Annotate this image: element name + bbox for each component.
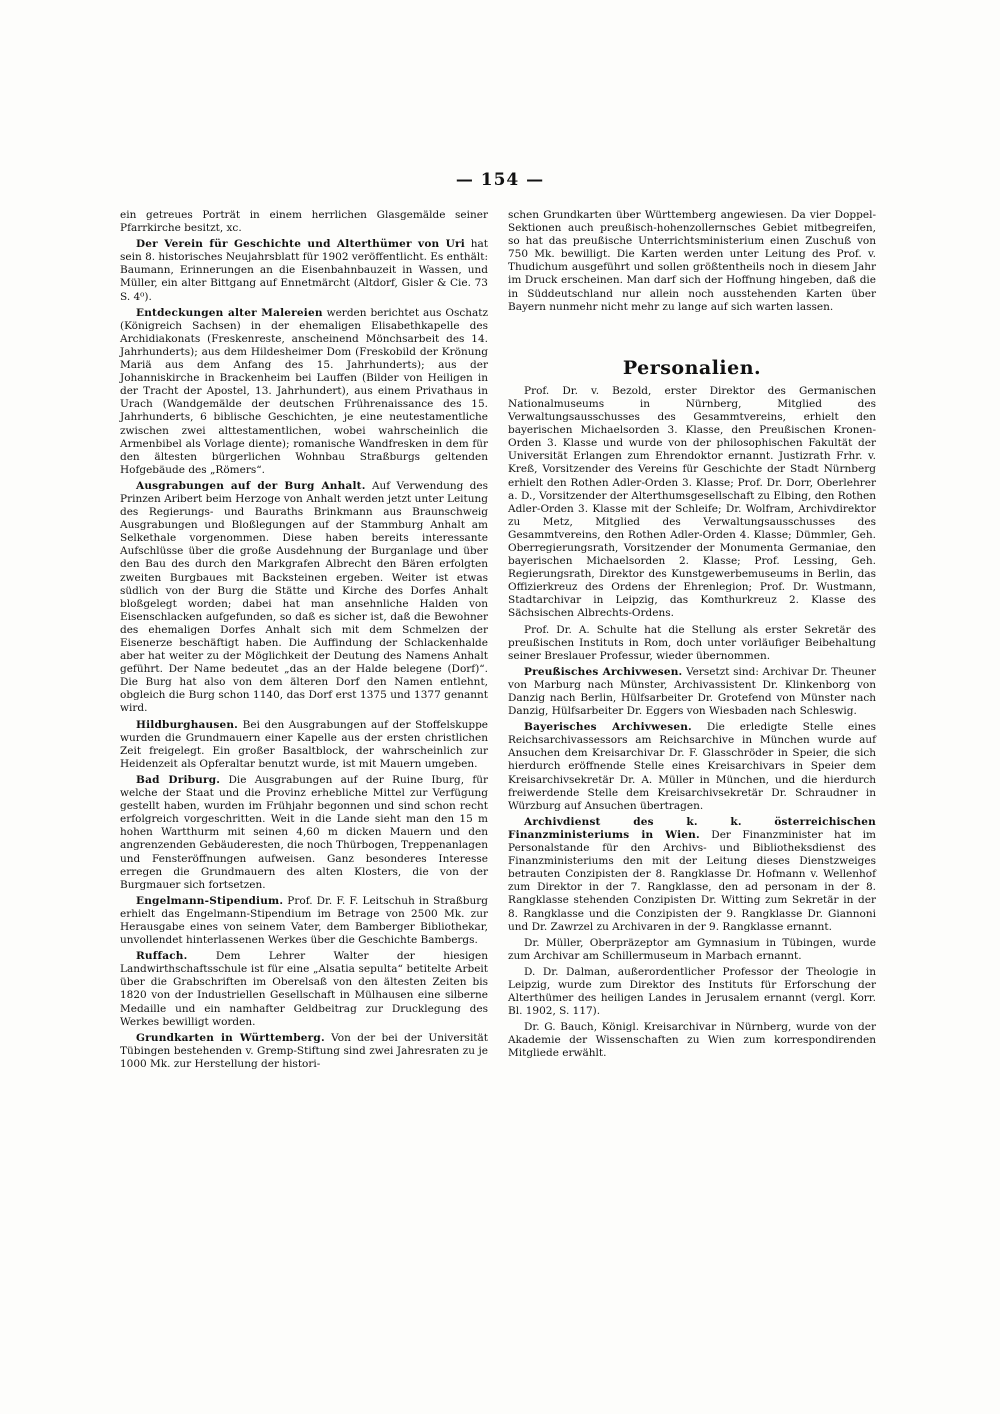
paragraph-text: Versetzt sind: Archivar Dr. Theuner von Marburg nach Münster, Archivassistent Dr. Klinkenborg von Danzig nach Berlin, Hülfsarbeiter Dr. Grotefend von Münster nach Danzig, Hülfsarbeiter Dr. Eggers von Wiesbaden nach Schleswig.	[508, 665, 877, 718]
paragraph-text: Von der bei der Universität Tübingen bestehenden v. Gremp-Stiftung sind zwei Jahresraten zu je 1000 Mk. zur Herstellung der histori-	[120, 1031, 489, 1070]
paragraph-text: Die Ausgrabungen auf der Ruine Iburg, für welche der Staat und die Provinz erhebliche Mittel zur Verfügung gestellt haben, wurden im Frühjahr begonnen und sind schon recht erfolgreich vorgeschritten. Weit in die Lande sieht man den 15 m hohen Wartthurm mit seinen 4,60 m dicken Mauern und den angrenzenden Gebäuderesten, die noch Thürbogen, Treppenanlagen und Fensteröffnungen aufweisen. Ganz besonderes Interesse erregen die Grundmauern des alten Klosters, die von der Burgmauer sich fortsetzen.	[120, 773, 488, 891]
paragraph-text: Dr. Müller, Oberpräzeptor am Gymnasium in Tübingen, wurde zum Archivar am Schillermuseum in Marbach ernannt.	[508, 936, 876, 962]
paragraph-text: Dem Lehrer Walter der hiesigen Landwirthschaftsschule ist für eine „Alsatia sepulta“ betitelte Arbeit über die Grabschriften im Oberelsaß von den ältesten Zeiten bis 1820 von der Industriellen Gesellschaft in Mülhausen eine silberne Medaille und ein namhafter Geldbeitrag zur Drucklegung des Werkes bewilligt worden.	[120, 950, 489, 1028]
paragraph-heading: Bayerisches Archivwesen.	[524, 721, 692, 734]
paragraph	[120, 1032, 488, 1071]
paragraph-heading: Ausgrabungen auf der Burg Anhalt.	[136, 479, 366, 492]
paragraph	[508, 624, 876, 663]
paragraph	[120, 719, 488, 771]
paragraph-text: Die erledigte Stelle eines Reichsarchivassessors am Reichsarchive in München wurde auf Ansuchen dem Kreisarchivar Dr. F. Glasschröder in Speier, die sich hierdurch eröffnende Stelle eines Kreisarchivars in Speier dem Kreisarchivsekretär Dr. A. Müller in München, und die hierdurch freiwerdende Stelle dem Kreisarchivsekretär Dr. Schraudner in Würzburg auf Ansuchen übertragen.	[508, 721, 876, 812]
paragraph-heading: Archivdienst des k. k. österreichischen Finanzministeriums in Wien.	[508, 815, 876, 841]
paragraph	[120, 950, 488, 1029]
paragraph-heading: Ruffach.	[136, 950, 188, 963]
paragraph	[120, 307, 488, 477]
page-number: — 154 —	[455, 170, 545, 190]
right-column	[508, 209, 876, 1064]
paragraph-text: Prof. Dr. F. F. Leitschuh in Straßburg erhielt das Engelmann-Stipendium im Betrage von 2500 Mk. zur Herausgabe eines von seinem Vater, dem Bamberger Bibliothekar, unvollendet hinterlassenen Werkes über die Geschichte Bambergs.	[120, 894, 489, 947]
paragraph-text: Der Finanzminister hat im Personalstande für den Archivs- und Bibliotheksdienst des Finanzministeriums den mit der Leitung dieses Dienstzweiges betrauten Conzipisten der 8. Rangklasse Dr. Hofmann v. Wellenhof zum Direktor in der 7. Rangklasse, den ad personam in der 8. Rangklasse stehenden Conzipisten Dr. Witting zum Sekretär in der 8. Rangklasse und die Conzipisten der 9. Rangklasse Dr. Giannoni und Dr. Zawrzel zu Archivaren in der 9. Rangklasse ernannt.	[508, 828, 876, 933]
paragraph-text: werden berichtet aus Oschatz (Königreich Sachsen) in der ehemaligen Elisabethkapelle des Archidiakonats (Freskenreste, anscheinend Mönchsarbeit des 14. Jahrhunderts); aus dem Hildesheimer Dom (Freskobild der Krönung Mariä aus dem Anfang des 15. Jahrhunderts); aus der Johanniskirche in Brackenheim bei Lauffen (Bilder von Heiligen in der Tracht der Apostel, 13. Jahrhundert), aus einem Privathaus in Urach (Wandgemälde der deutschen Frührenaissance des 15. Jahrhunderts, 6 biblische Geschichten, je eine neutestamentliche zwischen zwei alttestamentlichen, wobei wahrscheinlich die Armenbibel als Vorlage diente); romanische Wandfresken in dem für den ältesten bürgerlichen Wohnbau Straßburgs geltenden Hofgebäude des „Römers“.	[120, 306, 488, 476]
paragraph-heading: Engelmann-Stipendium.	[136, 894, 284, 907]
paragraph	[120, 895, 488, 947]
paragraph	[120, 480, 488, 716]
paragraph-text: Prof. Dr. A. Schulte hat die Stellung als erster Sekretär des preußischen Instituts in Rom, doch unter vorläufiger Beibehaltung seiner Breslauer Professur, wieder übernommen.	[508, 623, 876, 662]
paragraph	[508, 937, 876, 963]
paragraph	[508, 1021, 876, 1060]
paragraph	[508, 666, 876, 718]
paragraph-text: hat sein 8. historisches Neujahrsblatt für 1902 veröffentlicht. Es enthält: Baumann, Erinnerungen an die Eisenbahnbauzeit in Wassen, und Müller, ein alter Bittgang auf Ennetmärcht (Altdorf, Gisler & Cie. 73 S. 4⁰).	[120, 238, 488, 303]
paragraph-text: Prof. Dr. v. Bezold, erster Direktor des Germanischen Nationalmuseums in Nürnberg, Mitglied des Verwaltungsausschusses des Gesammtvereins, erhielt den bayerischen Michaelsorden 3. Klasse, den Preußischen Kronen-Orden 3. Klasse und wurde von der philosophischen Fakultät der Universität Erlangen zum Ehrendoktor ernannt. Justizrath Frhr. v. Kreß, Vorsitzender des Vereins für Geschichte der Stadt Nürnberg erhielt den Rothen Adler-Orden 3. Klasse; Prof. Dr. Dorr, Oberlehrer a. D., Vorsitzender der Alterthumsgesellschaft zu Elbing, den Rothen Adler-Orden 3. Klasse mit der Schleife; Dr. Wolfram, Archivdirektor zu Metz, Mitglied des Verwaltungsausschusses des Gesammtvereins, den Rothen Adler-Orden 4. Klasse; Dümmler, Geh. Oberregierungsrath, Vorsitzender der Monumenta Germaniae, den bayerischen Michaelsorden 2. Klasse; Prof. Lessing, Geh. Regierungsrath, Direktor des Kunstgewerbemuseums in Berlin, das Offizierkreuz des Ordens der Ehrenlegion; Prof. Dr. Wustmann, Stadtarchivar in Leipzig, das Komthurkreuz 2. Klasse des Sächsischen Albrechts-Ordens.	[508, 384, 876, 620]
paragraph	[508, 966, 876, 1018]
paragraph	[120, 209, 488, 235]
paragraph	[508, 721, 876, 813]
paragraph	[120, 774, 488, 892]
paragraph	[508, 816, 876, 934]
paragraph-text: Auf Verwendung des Prinzen Aribert beim Herzoge von Anhalt werden jetzt unter Leitung des Regierungs- und Bauraths Brinkmann aus Braunschweig Ausgrabungen und Bloßlegungen auf der Stammburg Anhalt am Selkethale vorgenommen. Diese haben bereits interessante Aufschlüsse über die große Ausdehnung der Burganlage und über den Bau des durch den Markgrafen Albrecht den Bären erfolgten zweiten Burgbaues mit Backsteinen ergeben. Weiter ist etwas südlich von der Burg die Stätte und Kirche des Dorfes Anhalt bloßgelegt worden; dabei hat man ansehnliche Halden von Eisenschlacken aufgefunden, so daß es sicher ist, daß die Bewohner des ehemaligen Dorfes Anhalt sich mit dem Schmelzen der Eisenerze beschäftigt haben. Die Auffindung der Schlackenhalde aber hat weiter zu der Möglichkeit der Deutung des Namens Anhalt geführt. Der Name bedeutet „das an der Halde belegene (Dorf)“. Die Burg hat also von dem älteren Dorf den Namen entlehnt, obgleich die Burg schon 1140, das Dorf erst 1375 und 1377 genannt wird.	[120, 479, 489, 715]
paragraph-heading: Bad Driburg.	[136, 773, 221, 786]
paragraph: schen Grundkarten über Württemberg angewiesen. Da vier Doppel-Sektionen auch preußisch-hohenzollernsches Gebiet mitbegreifen, so hat das preußische Unterrichtsministerium einen Zuschuß von 750 Mk. bewilligt. Die Karten werden unter Leitung des Prof. v. Thudichum ausgeführt und sollen größtentheils noch in diesem Jahr im Druck erscheinen. Man darf sich der Hoffnung hingeben, daß die in Süddeutschland nur allein noch ausstehenden Karten über Bayern nunmehr nicht mehr zu lange auf sich warten lassen.	[508, 209, 876, 313]
paragraph-heading: Grundkarten in Württemberg.	[136, 1031, 325, 1044]
paragraph-text: ein getreues Porträt in einem herrlichen Glasgemälde seiner Pfarrkirche besitzt, xc.	[120, 209, 488, 235]
paragraph	[120, 238, 488, 303]
section-heading: Personalien.	[622, 356, 762, 379]
paragraph-heading: Entdeckungen alter Malereien	[136, 306, 323, 319]
paragraph-heading: Hildburghausen.	[136, 718, 239, 731]
paragraph-heading: Preußisches Archivwesen.	[524, 665, 683, 678]
paragraph-text: Bei den Ausgrabungen auf der Stoffelskuppe wurden die Grundmauern einer Kapelle aus der ersten christlichen Zeit freigelegt. Ein großer Basaltblock, der wahrscheinlich zur Heidenzeit als Opferaltar benutzt wurde, ist mit Mauern umgeben.	[120, 718, 489, 770]
paragraph-heading: Der Verein für Geschichte und Alterthümer von Uri	[136, 238, 465, 251]
paragraph-text: D. Dr. Dalman, außerordentlicher Professor der Theologie in Leipzig, wurde zum Direktor des Instituts für Erforschung der Alterthümer des heiligen Landes in Jerusalem ernannt (vergl. Korr. Bl. 1902, S. 117).	[508, 965, 876, 1018]
left-column	[120, 209, 488, 1074]
paragraph	[508, 385, 876, 621]
paragraph-text: Dr. G. Bauch, Königl. Kreisarchivar in Nürnberg, wurde von der Akademie der Wissenschaften zu Wien zum korrespondirenden Mitgliede erwählt.	[508, 1021, 876, 1060]
